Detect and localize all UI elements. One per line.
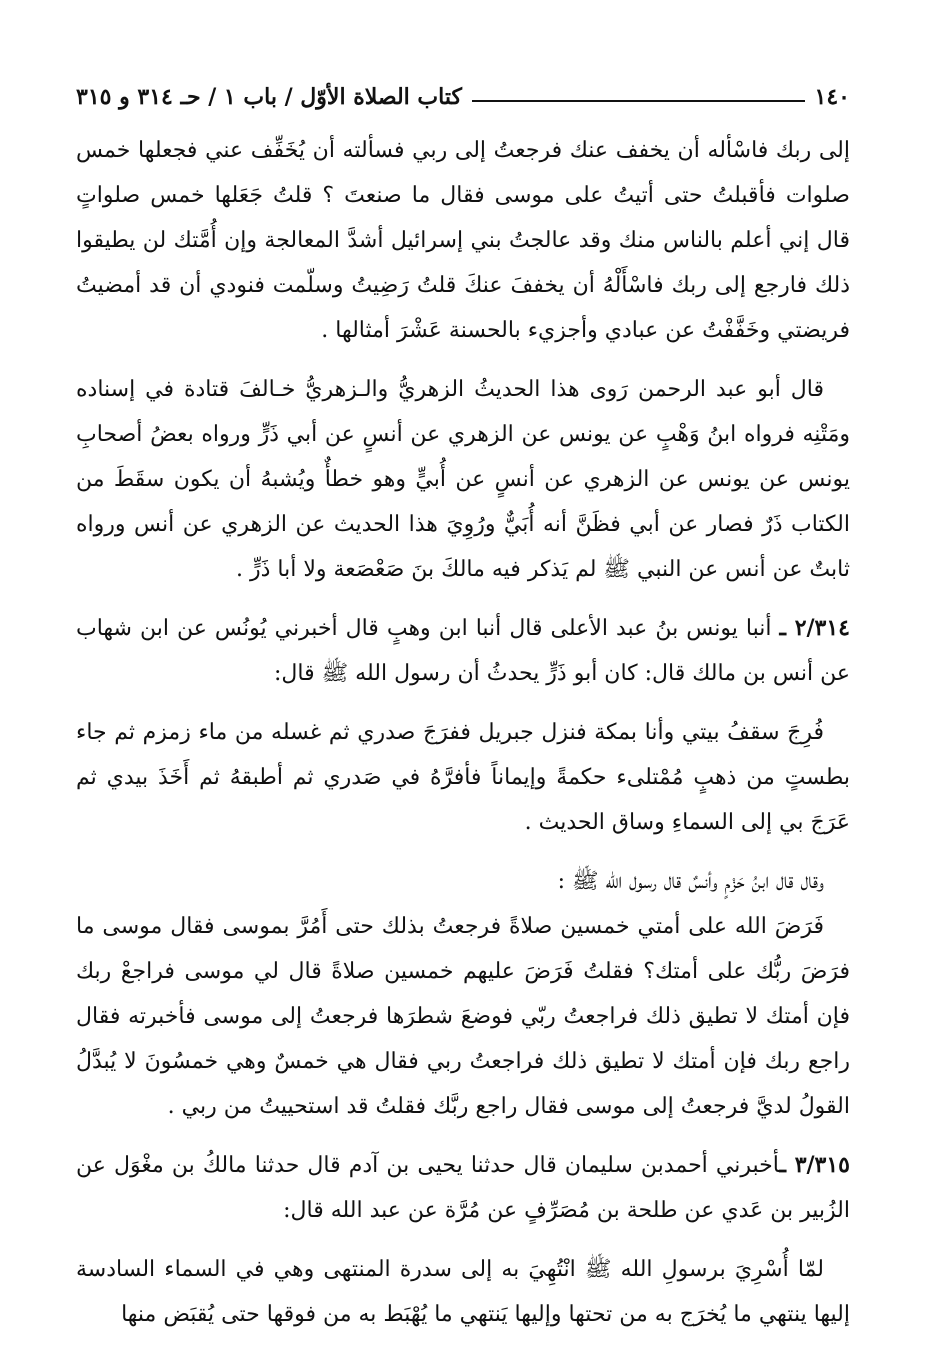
hadith-text-continuation (76, 128, 850, 353)
running-title: كتاب الصلاة الأوّل / باب ١ / حـ ٣١٤ و ٣١٥ (76, 84, 462, 110)
paragraph-text: إلى ربك فاسْأله أن يخفف عنك فرجعتُ إلى ربي فسألته أن يُخَفِّف عني فجعلها خمس صلوات فأقبلتُ حتى أتيتُ على موسى فقال ما صنعتَ ؟ قلتُ جَعَلها خمس صلواتٍ قال إني أعلم بالناس منك وقد عالجتُ بني إسرائيل أشدَّ المعالجة وإن أُمَّتك لن يطيقوا ذلك فارجع إلى ربك فاسْأَلْهُ أن يخففَ عنكَ قلتُ رَضِيتُ وسلّمت فنودي أن قد أمضيتُ فريضتي وخَفَّفْتُ عن عبادي وأجزيء بالحسنة عَشْرَ أمثالها . (76, 138, 851, 343)
matn-paragraph-314 (76, 710, 850, 845)
paragraph-text: فَرَضَ الله على أمتي خمسين صلاةً فرجعتُ بذلك حتى أَمُرَّ بموسى فقال موسى ما فرَضَ ربُّك على أمتك؟ فقلتُ فَرَضَ عليهم خمسين صلاةً قال لي موسى فراجعْ ربك فإن أمتك لا تطيق ذلك فراجعتُ ربّي فوضعَ شطرَها فرجعتُ إلى موسى فأخبرته فقال راجع ربك فإن أمتك لا تطيق ذلك فراجعتُ ربي فقال هي خمسٌ وهي خمسُونَ لا يُبدَّلُ القولُ لديَّ فرجعتُ إلى موسى فقال راجع ربَّك فقلتُ قد استحييتُ من ربي . (76, 914, 850, 1119)
paragraph-text: فُرِجَ سقفُ بيتي وأنا بمكة فنزل جبريل ففرَجَ صدري ثم غسله من ماء زمزم ثم جاء بطستٍ من ذهبٍ مُمْتلىء حكمةً وإيماناً فأفرَّهُ في صَدري ثم أطبقهُ ثم أَخَذَ بيدي ثم عَرَجَ بي إلى السماءِ وساق الحديث . (76, 720, 850, 835)
paragraph-text: لمّا أُسْرِيَ برسولِ الله ﷺ انْتُهِيَ به إلى سدرة المنتهى وهي في السماء السادسة إليها ينتهي ما يُخرَج به من تحتها وإليها يَنتهي ما يُهْبَط به من فوقها حتى يُقبَض منها (76, 1257, 850, 1327)
book-page (76, 80, 850, 1337)
paragraph-text: قال أبو عبد الرحمن رَوى هذا الحديثُ الزهريُّ والـزهريُّ خـالفَ قتادة في إسناده ومَتْنِه فرواه ابنُ وَهْبٍ عن يونس عن الزهري عن أنسٍ عن أبي ذَرٍّ ورواه بعضُ أصحابِ يونس عن يونس عن الزهري عن أنسٍ عن أُبيٍّ وهو خطأٌ ويُشبهُ أن يكون سقَطَ من الكتاب ذَرٌ فصار عن أبي فظَنَّ أنه أُبَيٌّ ورُوِيَ هذا الحديث عن الزهري عن أنس ورواه ثابتٌ عن أنس عن النبي ﷺ لم يَذكر فيه مالكَ بنَ صَعْصَعة ولا أبا ذَرٍّ . (76, 377, 850, 582)
hadith-number: ٢/٣١٤ ـ (779, 615, 850, 641)
paragraph-text: أخبرني أحمدبن سليمان قال حدثنا يحيى بن آدم قال حدثنا مالكُ بن مغْوَل عن الزُبير بن عَدي عن طلحة بن مُصَرِّفٍ عن مُرَّة عن عبد الله قال: (76, 1153, 850, 1223)
paragraph-text: وقال قال ابنُ حَزْمٍ وأنسٌ قال رسول الله ﷺ : (557, 869, 824, 894)
paragraph-text: أنبا يونس بنُ عبد الأعلى قال أنبا ابن وهبٍ قال أخبرني يُونُس عن ابن شهاب عن أنس بن مالك قال: كان أبو ذَرٍّ يحدثُ أن رسول الله ﷺ قال: (76, 616, 850, 686)
narration-intro (76, 859, 850, 904)
isnad-paragraph-315 (76, 1143, 850, 1233)
page-header (76, 80, 850, 114)
isnad-paragraph-314 (76, 606, 850, 696)
matn-paragraph-315 (76, 1247, 850, 1337)
page-number: ١٤٠ (814, 84, 850, 110)
body-text (76, 128, 850, 1337)
commentary-paragraph (76, 367, 850, 592)
matn-paragraph-prayers (76, 904, 850, 1129)
header-rule (472, 100, 805, 102)
hadith-number: ٣/٣١٥ ـ (779, 1152, 850, 1178)
